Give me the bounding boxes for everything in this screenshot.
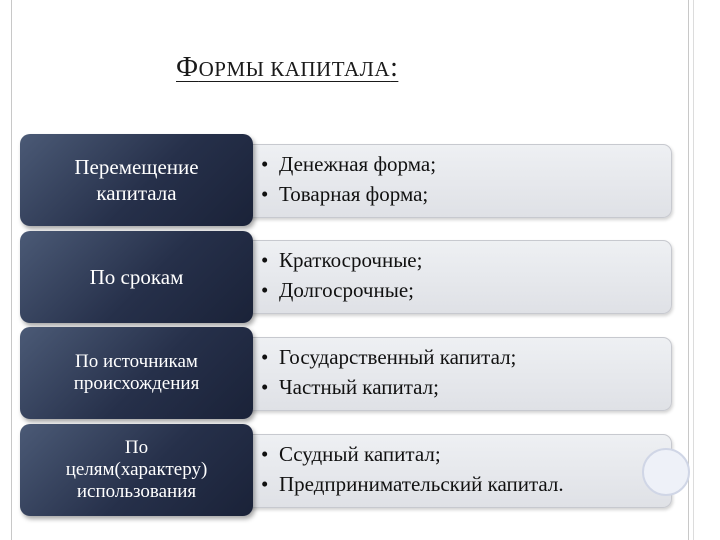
row-2-content-box bbox=[232, 240, 672, 314]
list-item: • Предпринимательский капитал. bbox=[261, 469, 671, 499]
row-2-label-box bbox=[20, 231, 253, 323]
row-3-content-box bbox=[232, 337, 672, 411]
right-border-line-outer bbox=[693, 0, 694, 540]
row-3-label-box bbox=[20, 327, 253, 419]
decorative-circle bbox=[642, 448, 690, 496]
row-4-content-box bbox=[232, 434, 672, 508]
row-2-label: По срокам bbox=[89, 265, 184, 289]
row-1-label: Перемещение капитала bbox=[74, 155, 199, 205]
row-1-content-box bbox=[232, 144, 672, 218]
list-item: • Товарная форма; bbox=[261, 179, 671, 209]
list-item: • Долгосрочные; bbox=[261, 275, 671, 305]
row-4-list bbox=[261, 439, 671, 499]
list-item: • Частный капитал; bbox=[261, 372, 671, 402]
title-colon: : bbox=[390, 52, 399, 83]
left-border-line bbox=[11, 0, 12, 540]
row-1-list bbox=[261, 149, 671, 209]
row-4-label-box bbox=[20, 424, 253, 516]
right-border-line bbox=[688, 0, 689, 540]
row-4-label: По целям(характеру) использования bbox=[65, 437, 208, 502]
slide-title bbox=[176, 52, 398, 84]
list-item: • Денежная форма; bbox=[261, 149, 671, 179]
title-initial: Ф bbox=[176, 52, 199, 83]
row-3-list bbox=[261, 342, 671, 402]
list-item: • Ссудный капитал; bbox=[261, 439, 671, 469]
row-2-list bbox=[261, 245, 671, 305]
list-item: • Государственный капитал; bbox=[261, 342, 671, 372]
row-1-label-box bbox=[20, 134, 253, 226]
row-3-label: По источникам происхождения bbox=[73, 351, 200, 394]
list-item: • Краткосрочные; bbox=[261, 245, 671, 275]
title-rest: ОРМЫ КАПИТАЛА bbox=[198, 57, 391, 81]
